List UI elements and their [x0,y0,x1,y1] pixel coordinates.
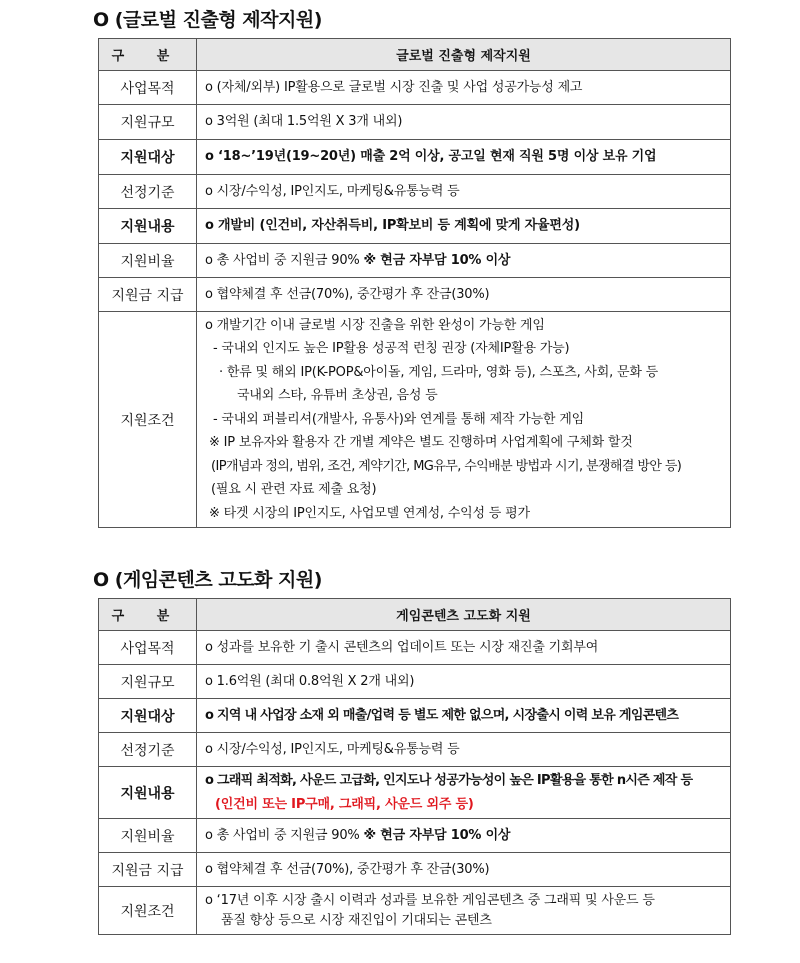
global-support-table [98,38,731,528]
row-value-content: o 개발비 (인건비, 자산취득비, IP확보비 등 계획에 맞게 자율편성) [197,209,731,244]
row-value-target: o ‘18~’19년(19~20년) 매출 2억 이상, 공고일 현재 직원 5명 이상 보유 기업 [197,140,731,175]
row-label-content: 지원내용 [99,209,197,244]
table-header-row [99,599,731,631]
row-value-payment: o 협약체결 후 선금(70%), 중간평가 후 잔금(30%) [197,278,731,312]
row-label-conditions: 지원조건 [99,312,197,528]
table-row [99,733,731,767]
row-value-criteria: o 시장/수익성, IP인지도, 마케팅&유통능력 등 [197,733,731,767]
table-header-row [99,39,731,71]
row-value-scale: o 3억원 (최대 1.5억원 X 3개 내외) [197,105,731,140]
row-label-criteria: 선정기준 [99,733,197,767]
row-value-scale: o 1.6억원 (최대 0.8억원 X 2개 내외) [197,665,731,699]
row-value-ratio: o 총 사업비 중 지원금 90% ※ 현금 자부담 10% 이상 [197,244,731,278]
row-value-ratio: o 총 사업비 중 지원금 90% ※ 현금 자부담 10% 이상 [197,819,731,853]
row-value-content: o 그래픽 최적화, 사운드 고급화, 인지도나 성공가능성이 높은 IP활용을 통한 n시즌 제작 등 (인건비 또는 IP구매, 그래픽, 사운드 외주 등) [197,767,731,819]
section-title-global: O (글로벌 진출형 제작지원) [93,9,322,31]
row-label-purpose: 사업목적 [99,71,197,105]
row-label-payment: 지원금 지급 [99,853,197,887]
table-row [99,244,731,278]
header-category: 구 분 [99,39,197,71]
row-value-payment: o 협약체결 후 선금(70%), 중간평가 후 잔금(30%) [197,853,731,887]
row-value-criteria: o 시장/수익성, IP인지도, 마케팅&유통능력 등 [197,175,731,209]
table-row [99,71,731,105]
row-value-purpose: o 성과를 보유한 기 출시 콘텐츠의 업데이트 또는 시장 재진출 기회부여 [197,631,731,665]
table-row [99,209,731,244]
table-row [99,631,731,665]
row-value-purpose: o (자체/외부) IP활용으로 글로벌 시장 진출 및 사업 성공가능성 제고 [197,71,731,105]
section-title-upgrade: O (게임콘텐츠 고도화 지원) [93,569,322,591]
row-value-target: o 지역 내 사업장 소재 외 매출/업력 등 별도 제한 없으며, 시장출시 이력 보유 게임콘텐츠 [197,699,731,733]
row-label-scale: 지원규모 [99,105,197,140]
row-label-ratio: 지원비율 [99,244,197,278]
header-program-name: 글로벌 진출형 제작지원 [197,39,731,71]
row-label-criteria: 선정기준 [99,175,197,209]
row-label-conditions: 지원조건 [99,887,197,935]
table-row [99,665,731,699]
table-row [99,699,731,733]
table-row [99,819,731,853]
table-row [99,105,731,140]
table-row [99,278,731,312]
table-row [99,312,731,528]
table-row [99,140,731,175]
row-value-conditions: o 개발기간 이내 글로벌 시장 진출을 위한 완성이 가능한 게임 - 국내외 인지도 높은 IP활용 성공적 런칭 권장 (자체IP활용 가능) · 한류 및 해외 IP(K-POP&아이돌, 게임, 드라마, 영화 등), 스포츠, 사회, 문화 등 국내외 스타, 유튜버 초상권, 음성 등 - 국내외 퍼블리셔(개발사, 유통사)와 연계를 통해 제작 가능한 게임 ※ IP 보유자와 활용자 간 개별 계약은 별도 진행하며 사업계획에 구체화 할것 (IP개념과 정의, 범위, 조건, 계약기간, MG유무, 수익배분 방법과 시기, 분쟁해결 방안 등) (필요 시 관련 자료 제출 요청) ※ 타겟 시장의 IP인지도, 사업모델 연계성, 수익성 등 평가 [197,312,731,528]
row-label-target: 지원대상 [99,699,197,733]
row-label-ratio: 지원비율 [99,819,197,853]
upgrade-support-table [98,598,731,935]
row-label-purpose: 사업목적 [99,631,197,665]
row-label-scale: 지원규모 [99,665,197,699]
header-program-name: 게임콘텐츠 고도화 지원 [197,599,731,631]
table-row [99,767,731,819]
header-category: 구 분 [99,599,197,631]
table-row [99,853,731,887]
row-label-payment: 지원금 지급 [99,278,197,312]
table-row [99,887,731,935]
row-value-conditions: o ‘17년 이후 시장 출시 이력과 성과를 보유한 게임콘텐츠 중 그래픽 및 사운드 등 품질 향상 등으로 시장 재진입이 기대되는 콘텐츠 [197,887,731,935]
row-label-content: 지원내용 [99,767,197,819]
table-row [99,175,731,209]
row-label-target: 지원대상 [99,140,197,175]
